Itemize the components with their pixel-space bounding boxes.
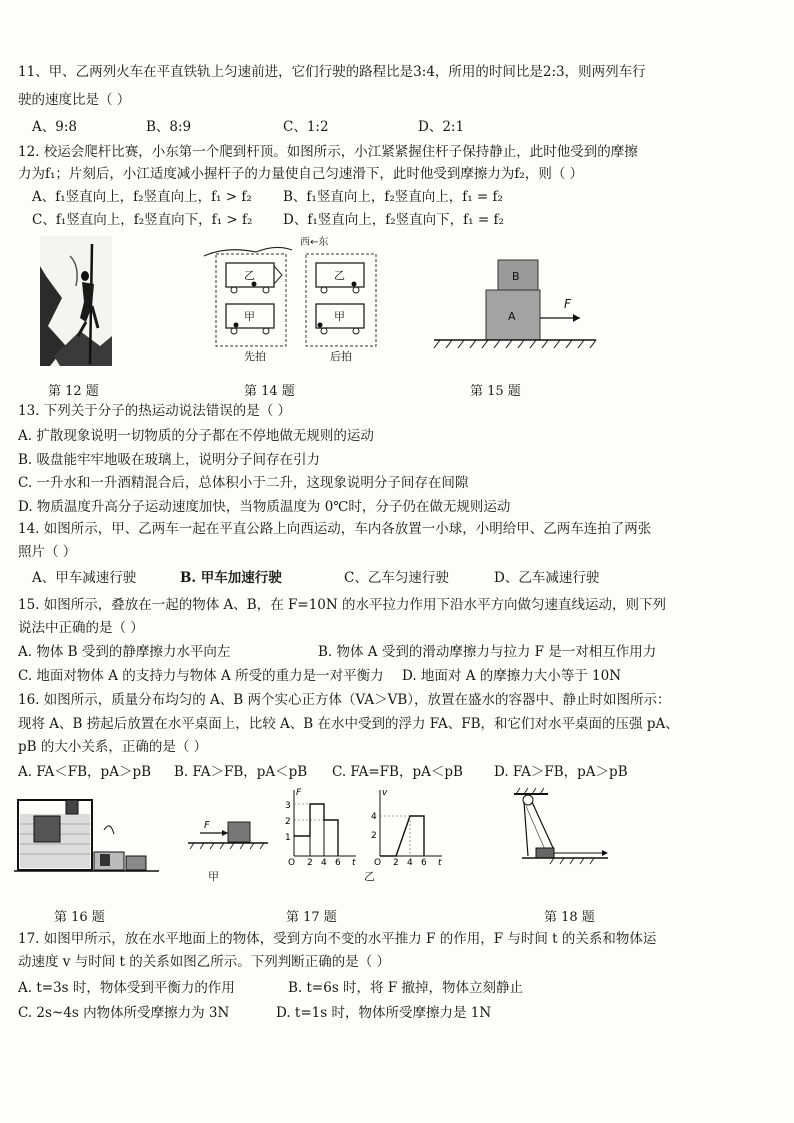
graph-v-ylabel: v <box>382 788 388 798</box>
q15-stem-line1: 15. 如图所示，叠放在一起的物体 A、B，在 F=10N 的水平拉力作用下沿水平方向做匀速直线运动，则下列 <box>18 597 666 613</box>
fig17-force-time-graph <box>280 786 360 870</box>
graph-f-xlabel: t <box>352 858 356 866</box>
q14-option-c: C、乙车匀速行驶 <box>344 570 449 586</box>
graph-f-xtick-4: 4 <box>321 858 327 866</box>
q15-option-c: C. 地面对物体 A 的支持力与物体 A 所受的重力是一对平衡力 <box>18 668 384 684</box>
fig14-after-car-yi: 乙 <box>334 269 345 282</box>
q12-option-b: B、f₁竖直向上，f₂竖直向上，f₁ = f₂ <box>283 189 503 205</box>
q15-stem-line2: 说法中正确的是（ ） <box>18 620 144 636</box>
q14-option-d: D、乙车减速行驶 <box>494 570 600 586</box>
q13-option-b: B. 吸盘能牢牢地吸在玻璃上，说明分子间存在引力 <box>18 452 321 468</box>
q17-option-a: A. t=3s 时，物体受到平衡力的作用 <box>18 980 235 996</box>
graph-f-xtick-6: 6 <box>335 858 341 866</box>
q17-option-d: D. t=1s 时，物体所受摩擦力是 1N <box>276 1005 492 1021</box>
fig14-after-car-jia: 甲 <box>334 310 345 323</box>
q13-stem: 13. 下列关于分子的热运动说法错误的是（ ） <box>18 403 292 419</box>
q14-option-b: B. 甲车加速行驶 <box>180 570 282 586</box>
fig15-stacked-blocks <box>430 250 600 364</box>
q12-option-a: A、f₁竖直向上，f₂竖直向上，f₁ > f₂ <box>32 189 252 205</box>
q17-option-b: B. t=6s 时，将 F 撤掉，物体立刻静止 <box>288 980 523 996</box>
fig14-before-car-jia: 甲 <box>244 310 255 323</box>
graph-f-ytick-3: 3 <box>285 801 291 811</box>
graph-v-xtick-4: 4 <box>407 858 413 866</box>
fig16-caption: 第 16 题 <box>54 910 105 925</box>
fig17-jia-label: 甲 <box>208 870 219 883</box>
q14-option-a: A、甲车减速行驶 <box>32 570 137 586</box>
graph-f-ytick-2: 2 <box>285 817 291 827</box>
fig17-caption: 第 17 题 <box>286 910 337 925</box>
q15-option-b: B. 物体 A 受到的滑动摩擦力与拉力 F 是一对相互作用力 <box>318 644 657 660</box>
fig16-water-container <box>14 790 164 884</box>
q16-stem-line3: pB 的大小关系，正确的是（ ） <box>18 739 208 755</box>
fig17-velocity-time-graph <box>366 786 446 870</box>
q11-option-a: A、9:8 <box>32 119 77 135</box>
graph-v-xtick-2: 2 <box>393 858 399 866</box>
q17-stem-line2: 动速度 v 与时间 t 的关系如图乙所示。下列判断正确的是（ ） <box>18 954 391 970</box>
q14-stem-line2: 照片（ ） <box>18 544 77 560</box>
q16-option-d: D. FA＞FB，pA＞pB <box>494 764 628 780</box>
q16-option-b: B. FA＞FB，pA＜pB <box>174 764 308 780</box>
q16-stem-line1: 16. 如图所示，质量分布均匀的 A、B 两个实心正方体（VA＞VB），放置在盛水的容器中、静止时如图所示： <box>18 692 671 708</box>
graph-f-ytick-1: 1 <box>285 833 291 843</box>
q15-option-d: D. 地面对 A 的摩擦力大小等于 10N <box>402 668 622 684</box>
q17-stem-line1: 17. 如图甲所示，放在水平地面上的物体，受到方向不变的水平推力 F 的作用，F 与时间 t 的关系和物体运 <box>18 931 657 947</box>
q13-option-d: D. 物质温度升高分子运动速度加快，当物质温度为 0℃时，分子仍在做无规则运动 <box>18 499 511 515</box>
fig14-car-photos <box>196 236 396 370</box>
fig14-before-car-yi: 乙 <box>244 269 255 282</box>
fig14-caption: 第 14 题 <box>244 384 295 399</box>
q13-option-a: A. 扩散现象说明一切物质的分子都在不停地做无规则的运动 <box>18 428 374 444</box>
q12-stem-line2: 力为f₁；片刻后，小江适度减小握杆子的力量使自己匀速滑下，此时他受到摩擦力为f₂，则（ ） <box>18 166 584 182</box>
q12-option-d: D、f₁竖直向上，f₂竖直向下，f₁ = f₂ <box>283 212 504 228</box>
fig12-caption: 第 12 题 <box>48 384 99 399</box>
q12-option-c: C、f₁竖直向上，f₂竖直向下，f₁ > f₂ <box>32 212 253 228</box>
graph-f-xtick-2: 2 <box>307 858 313 866</box>
fig12-pole-climbing-photo <box>40 236 112 370</box>
fig14-direction-label: 西←东 <box>300 237 329 248</box>
q16-option-a: A. FA＜FB，pA＞pB <box>18 764 152 780</box>
fig15-block-b-label: B <box>512 270 520 283</box>
q11-stem-line1: 11、甲、乙两列火车在平直铁轨上匀速前进，它们行驶的路程比是3:4，所用的时间比是2:3，则两列车行 <box>18 64 646 80</box>
graph-f-ylabel: F <box>296 788 302 798</box>
graph-v-ytick-2: 2 <box>371 831 377 841</box>
q13-option-c: C. 一升水和一升酒精混合后，总体积小于二升，这现象说明分子间存在间隙 <box>18 475 469 491</box>
q14-stem-line1: 14. 如图所示，甲、乙两车一起在平直公路上向西运动，车内各放置一小球，小明给甲、乙两车连拍了两张 <box>18 521 652 537</box>
fig17-force-label: F <box>204 820 210 831</box>
q11-option-c: C、1:2 <box>283 119 329 135</box>
q11-stem-line2: 驶的速度比是（ ） <box>18 92 131 108</box>
fig15-force-label: F <box>564 297 571 311</box>
fig18-caption: 第 18 题 <box>544 910 595 925</box>
fig14-before-label: 先拍 <box>244 350 266 363</box>
fig14-after-label: 后拍 <box>330 350 352 363</box>
q12-stem-line1: 12. 校运会爬杆比赛，小东第一个爬到杆顶。如图所示，小江紧紧握住杆子保持静止，此时他受到的摩擦 <box>18 144 638 160</box>
q17-option-c: C. 2s~4s 内物体所受摩擦力为 3N <box>18 1005 230 1021</box>
fig17-jia-push-block <box>186 816 270 860</box>
q11-option-b: B、8:9 <box>146 119 192 135</box>
graph-v-ytick-4: 4 <box>371 812 377 822</box>
fig15-caption: 第 15 题 <box>470 384 521 399</box>
fig18-pulley-diagram <box>508 786 618 880</box>
graph-f-xtick-0: O <box>288 858 296 866</box>
q15-option-a: A. 物体 B 受到的静摩擦力水平向左 <box>18 644 231 660</box>
graph-v-xtick-6: 6 <box>421 858 427 866</box>
graph-v-xtick-0: O <box>374 858 382 866</box>
graph-v-xlabel: t <box>438 858 442 866</box>
fig17-yi-label: 乙 <box>364 870 375 883</box>
q16-stem-line2: 现将 A、B 捞起后放置在水平桌面上，比较 A、B 在水中受到的浮力 FA、FB，和它们对水平桌面的压强 pA、 <box>18 716 679 732</box>
fig15-block-a-label: A <box>508 310 516 323</box>
q16-option-c: C. FA=FB，pA＜pB <box>332 764 463 780</box>
q11-option-d: D、2:1 <box>418 119 465 135</box>
